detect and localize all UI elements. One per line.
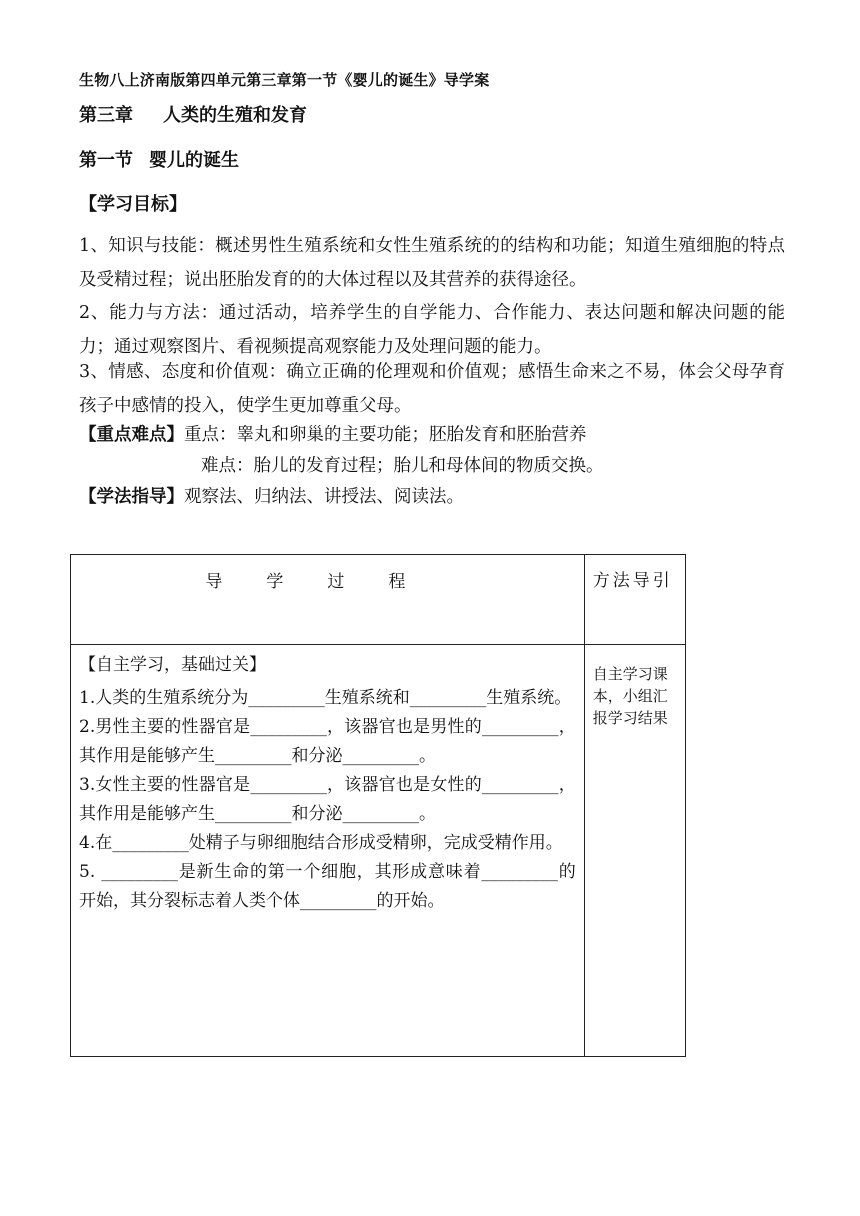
guide-table [70,554,686,1057]
section-title: 婴儿的诞生 [149,150,239,171]
section-label: 第一节 [79,150,133,171]
question-item: 2.男性主要的性器官是_________，该器官也是男性的_________，其作用是能够产生_________和分泌_________。 [79,717,576,766]
goal-ability: 2、能力与方法：通过活动，培养学生的自学能力、合作能力、表达问题和解决问题的能力；通过观察图片、看视频提高观察能力及处理问题的能力。 [79,303,785,357]
section-heading [79,146,239,172]
goal-emotion: 3、情感、态度和价值观：确立正确的伦理观和价值观；感悟生命来之不易，体会父母孕育孩子中感情的投入，使学生更加尊重父母。 [79,362,785,416]
self-study-cell [71,645,585,1057]
chapter-title: 人类的生殖和发育 [163,105,307,126]
guide-table-header-row [71,555,686,645]
guide-table-body-row [71,645,686,1057]
question-item: 1.人类的生殖系统分为_________生殖系统和_________生殖系统。 [79,688,572,708]
key-difficulty-text: 难点：胎儿的发育过程；胎儿和母体间的物质交换。 [201,456,604,476]
goal-knowledge: 1、知识与技能：概述男性生殖系统和女性生殖系统的的结构和功能；知道生殖细胞的特点及受精过程；说出胚胎发育的的大体过程以及其营养的获得途径。 [79,236,785,290]
key-points-row [79,421,587,449]
chapter-heading [79,101,307,127]
chapter-label: 第三章 [79,105,133,126]
question-item: 4.在_________处精子与卵细胞结合形成受精卵，完成受精作用。 [79,833,563,853]
document-title: 生物八上济南版第四单元第三章第一节《婴儿的诞生》导学案 [79,71,490,89]
self-study-title: 【自主学习，基础过关】 [79,655,266,675]
question-item: 5. _________是新生命的第一个细胞，其形成意味着_________的开始，其分裂标志着人类个体_________的开始。 [79,862,576,911]
question-item: 3.女性主要的性器官是_________，该器官也是女性的_________，其作用是能够产生_________和分泌_________。 [79,775,576,824]
header-method-guide: 方法导引 [584,555,685,645]
method-note-cell: 自主学习课本，小组汇报学习结果 [584,645,685,1057]
header-guide-process: 导学过程 [71,555,585,645]
key-points-label: 【重点难点】 [79,425,184,445]
method-guide-label: 【学法指导】 [79,487,184,507]
method-guide-row [79,483,464,511]
key-focus-text: 重点：睾丸和卵巢的主要功能；胚胎发育和胚胎营养 [184,425,587,445]
method-guide-text: 观察法、归纳法、讲授法、阅读法。 [184,487,464,507]
learning-goals-heading: 【学习目标】 [79,194,187,215]
